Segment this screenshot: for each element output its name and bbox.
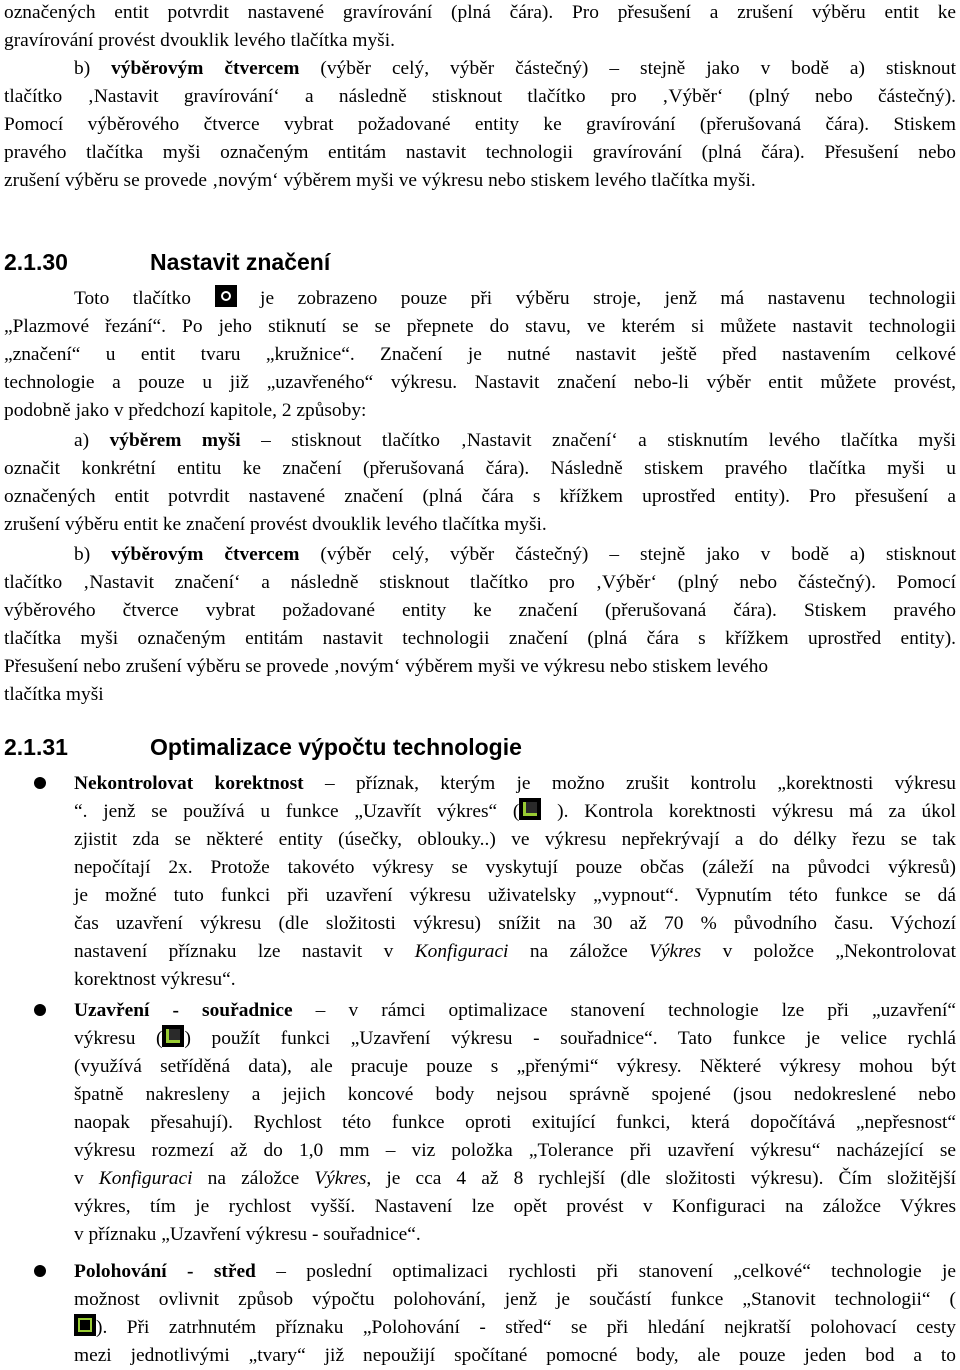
bullet-marker — [34, 777, 46, 789]
list-item-line: (využívá setříděná data), ale pracuje pouze s „přenými“ výkresy. Některé výkresy mohou být — [74, 1056, 956, 1077]
list-item-line: čas uzavření výkresu (dle složitosti výkresu) snížit na 30 až 70 % původního času. Výchozí — [74, 913, 956, 934]
bullet-marker — [34, 1004, 46, 1016]
section-number: 2.1.30 — [4, 249, 68, 275]
set-technology-icon — [74, 1314, 96, 1336]
list-item-line: korektnost výkresu“. — [74, 969, 236, 990]
list-item-line: výkres, tím je rychlost vyšší. Nastavení lze opět provést v Konfiguraci na záložce Výkres — [74, 1196, 956, 1217]
section-title: Optimalizace výpočtu technologie — [150, 734, 522, 760]
paragraph-line: „značení“ u entit tvaru „kružnice“. Značení je nutné nastavit ještě před nastavením celkové — [4, 344, 956, 365]
section-heading-2-1-31 — [4, 730, 522, 764]
list-item-line: špatně nakresleny a jejich koncové body nejsou správně spojené (jsou nedokreslené nebo — [74, 1084, 956, 1105]
paragraph-line: gravírování provést dvouklik levého tlačítka myši. — [4, 30, 395, 51]
list-item-line: možnost ovlivnit způsob výpočtu polohování, jenž je součástí funkce „Stanovit technologii“ ( — [74, 1289, 956, 1310]
list-item-line: Polohování - střed – poslední optimalizaci rychlosti při stanovení „celkové“ technologie je — [74, 1261, 956, 1282]
close-drawing-icon — [162, 1025, 184, 1047]
paragraph-line: označených entit potvrdit nastavené gravírování (plná čára). Pro přesušení a zrušení výběru entit ke — [4, 2, 956, 23]
paragraph-line: tlačítka myši označeným entitám nastavit technologii značení (plná čára s křížkem uprostřed entity). — [4, 628, 956, 649]
marking-button-icon — [215, 285, 237, 307]
list-item-line: v Konfiguraci na záložce Výkres, je cca 4 až 8 rychlejší (dle složitosti výkresu). Čím složitější — [74, 1168, 956, 1189]
list-item-line: “. jenž se používá u funkce „Uzavřít výkres“ ( ). Kontrola korektnosti výkresu má za úkol — [74, 798, 956, 826]
list-item-line: výkresu rozmezí až do 1,0 mm – viz položka „Tolerance při uzavření výkresu“ nacházející se — [74, 1140, 956, 1161]
paragraph-line: b) výběrovým čtvercem (výběr celý, výběr částečný) – stejně jako v bodě a) stisknout — [74, 58, 956, 79]
paragraph-line: tlačítko ‚Nastavit gravírování‘ a následně stisknout tlačítko pro ‚Výběr‘ (plný nebo částečný). — [4, 86, 956, 107]
paragraph-line: a) výběrem myši – stisknout tlačítko ‚Nastavit značení‘ a stisknutím levého tlačítka myši — [74, 430, 956, 451]
bullet-marker — [34, 1265, 46, 1277]
paragraph-line: pravého tlačítka myši označeným entitám nastavit technologii gravírování (plná čára). Přesušení nebo — [4, 142, 956, 163]
paragraph-line: označených entit potvrdit nastavené značení (plná čára s křížkem uprostřed entity). Pro přesušení a — [4, 486, 956, 507]
close-drawing-icon — [519, 798, 541, 820]
paragraph-line: zrušení výběru entit ke značení provést dvouklik levého tlačítka myši. — [4, 514, 547, 535]
paragraph-line: podobně jako v předchozí kapitole, 2 způsoby: — [4, 400, 367, 421]
paragraph-line: zrušení výběru se provede ‚novým‘ výběrem myši ve výkresu nebo stiskem levého tlačítka myši. — [4, 170, 756, 191]
section-title: Nastavit značení — [150, 249, 331, 275]
list-item-line: ). Při zatrhnutém příznaku „Polohování - střed“ se při hledání nejkratší polohovací cesty — [74, 1314, 956, 1342]
list-item-line: Nekontrolovat korektnost – příznak, kterým je možno zrušit kontrolu „korektnosti výkresu — [74, 773, 956, 794]
paragraph-line: b) výběrovým čtvercem (výběr celý, výběr částečný) – stejně jako v bodě a) stisknout — [74, 544, 956, 565]
paragraph-line: „Plazmové řezání“. Po jeho stiknutí se se přepnete do stavu, ve kterém si můžete nastavit technologii — [4, 316, 956, 337]
list-item-line: nepočítají 2x. Protože takovéto výkresy se vyskytují pouze občas (záleží na původci výkresů) — [74, 857, 956, 878]
paragraph-line: technologie a pouze u již „uzavřeného“ výkresu. Nastavit značení nebo-li výběr entit můžete provést, — [4, 372, 956, 393]
section-heading-2-1-30 — [4, 245, 330, 279]
paragraph-line: Pomocí výběrového čtverce vybrat požadované entity ke gravírování (přerušovaná čára). Stiskem — [4, 114, 956, 135]
list-item-line: výkresu ( ) použít funkci „Uzavření výkresu - souřadnice“. Tato funkce je velice rychlá — [74, 1025, 956, 1053]
list-item-line: naopak přesahují). Rychlost této funkce oproti exitující funkci, která dopočítává „nepřesnost“ — [74, 1112, 956, 1133]
paragraph-line: označit konkrétní entitu ke značení (přerušovaná čára). Následně stiskem pravého tlačítka myši u — [4, 458, 956, 479]
list-item-line: Uzavření - souřadnice – v rámci optimalizace stanovení technologie lze při „uzavření“ — [74, 1000, 956, 1021]
section-number: 2.1.31 — [4, 734, 68, 760]
paragraph-line: tlačítka myši — [4, 684, 104, 705]
list-item-line: je možné tuto funkci při uzavření výkresu uživatelsky „vypnout“. Vypnutím této funkce se dá — [74, 885, 956, 906]
list-item-line: nastavení příznaku lze nastavit v Konfiguraci na záložce Výkres v položce „Nekontrolovat — [74, 941, 956, 962]
list-item-line: mezi jednotlivými „tvary“ již nepoužijí spočítané pomocné body, ale pouze jeden bod a to — [74, 1345, 956, 1366]
paragraph-line: Toto tlačítko je zobrazeno pouze při výběru stroje, jenž má nastavenu technologii — [74, 285, 956, 313]
list-item-line: zjistit zda se některé entity (úsečky, oblouky..) ve výkresu nepřekrývají a do délky řezu se tak — [74, 829, 956, 850]
paragraph-line: Přesušení nebo zrušení výběru se provede ‚novým‘ výběrem myši ve výkresu nebo stiskem levého — [4, 656, 769, 677]
list-item-line: v příznaku „Uzavření výkresu - souřadnice“. — [74, 1224, 421, 1245]
paragraph-line: tlačítko ‚Nastavit značení‘ a následně stisknout tlačítko pro ‚Výběr‘ (plný nebo částečný). Pomocí — [4, 572, 956, 593]
paragraph-line: výběrového čtverce vybrat požadované entity ke značení (přerušovaná čára). Stiskem pravého — [4, 600, 956, 621]
